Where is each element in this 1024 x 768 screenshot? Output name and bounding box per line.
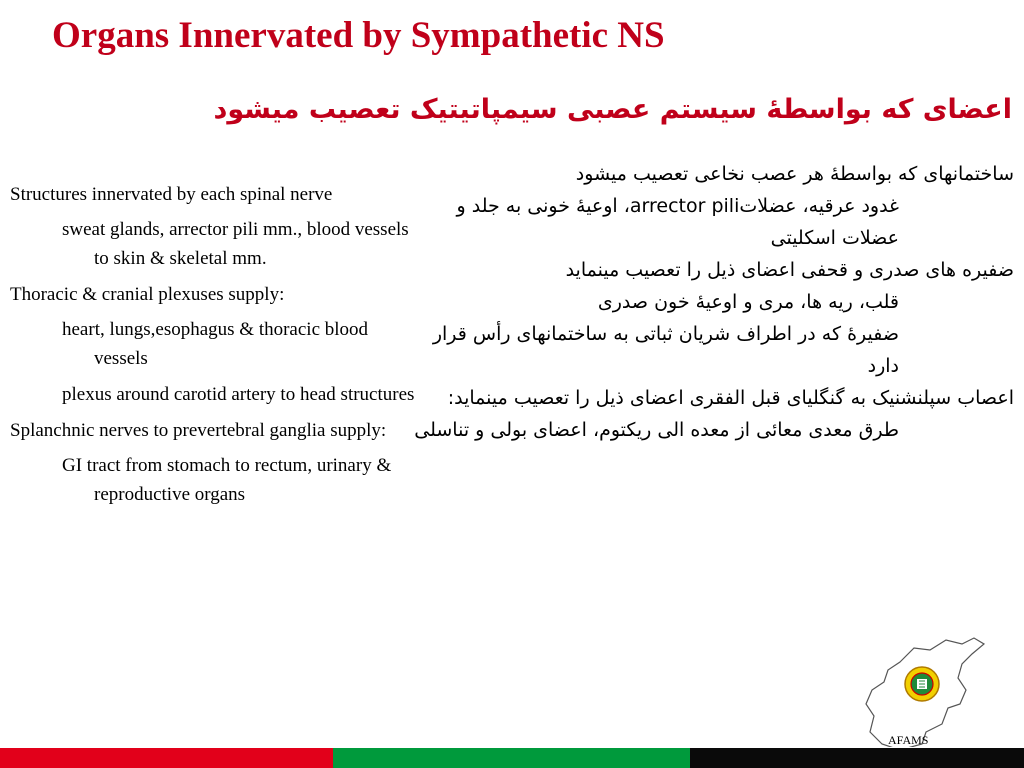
- english-column: [10, 180, 415, 516]
- flag-bar-black: [690, 748, 1024, 768]
- persian-item: اعصاب سپلنشنیک به گنگلیای قبل الفقری اعضای ذیل را تعصیب مینماید:: [447, 387, 1014, 409]
- logo-label: AFAMS: [888, 733, 929, 747]
- persian-subitem: غدود عرقیه، عضلاتarrector pili، اوعیهٔ خونی به جلد و عضلات اسکلیتی: [456, 195, 899, 249]
- persian-subitem: ضفیرهٔ که در اطراف شریان ثباتی به ساختمانهای رأس قرار دارد: [432, 323, 899, 377]
- persian-subitem: قلب، ریه ها، مری و اوعیهٔ خون صدری: [597, 291, 899, 313]
- flag-bar-green: [333, 748, 690, 768]
- english-subitem: GI tract from stomach to rectum, urinary & reproductive organs: [62, 455, 392, 505]
- persian-column: [414, 158, 1014, 446]
- english-subitem: sweat glands, arrector pili mm., blood vessels to skin & skeletal mm.: [62, 219, 409, 269]
- flag-bar-red: [0, 748, 333, 768]
- english-item: Structures innervated by each spinal nerve: [10, 184, 333, 205]
- persian-subitem: طرق معدی معائی از معده الی ریکتوم، اعضای بولی و تناسلی: [414, 419, 899, 441]
- english-item: Splanchnic nerves to prevertebral ganglia supply:: [10, 420, 387, 441]
- persian-item: ضفیره های صدری و قحفی اعضای ذیل را تعصیب مینماید: [565, 259, 1014, 281]
- english-subitem: plexus around carotid artery to head structures: [62, 384, 415, 405]
- slide-title: Organs Innervated by Sympathetic NS: [52, 15, 665, 56]
- slide-subtitle-persian: اعضای که بواسطهٔ سیستم عصبی سیمپاتیتیک تعصیب میشود: [213, 94, 1012, 125]
- persian-item: ساختمانهای که بواسطهٔ هر عصب نخاعی تعصیب میشود: [575, 163, 1014, 185]
- english-item: Thoracic & cranial plexuses supply:: [10, 284, 285, 305]
- english-subitem: heart, lungs,esophagus & thoracic blood vessels: [62, 319, 369, 369]
